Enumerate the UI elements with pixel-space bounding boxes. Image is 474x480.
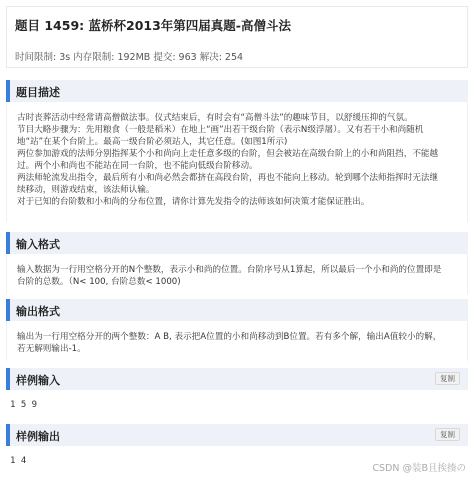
description-line: 两法师轮流发出指令，最后所有小和尚必然会都挤在高段台阶，再也不能向上移动。轮到哪个法师指挥时无法继 (17, 173, 439, 183)
sample-output-heading: 样例输出 (16, 430, 60, 443)
description-body (6, 102, 468, 222)
sample-input-heading: 样例输入 (16, 374, 60, 387)
output-format-line: 若无解则输出-1。 (17, 344, 86, 354)
sample-input-header (6, 368, 468, 390)
input-format-line: 输入数据为一行用空格分开的N个整数，表示小和尚的位置。台阶序号从1算起，所以最后一个小和尚的位置即是 (17, 265, 442, 275)
description-line: 古时丧葬活动中经常请高僧做法事。仪式结束后，有时会有“高僧斗法”的趣味节目，以舒缓压抑的气氛。 (17, 113, 413, 123)
description-line: 过。两个小和尚也不能站在同一台阶，也不能向低级台阶移动。 (17, 161, 258, 171)
description-heading: 题目描述 (16, 86, 60, 99)
input-format-line: 台阶的总数。（N< 100, 台阶总数< 1000) (17, 277, 181, 287)
input-format-header (6, 232, 468, 254)
input-format-heading: 输入格式 (16, 238, 60, 251)
output-format-header (6, 299, 468, 321)
description-line: 节目大略步骤为：先用粮食（一般是稻米）在地上“画”出若干级台阶（表示N级浮屠）。又有若干小和尚随机 (17, 125, 424, 135)
copy-sample-output-button[interactable]: 复制 (435, 428, 460, 441)
sample-output-content: 1 4 (10, 456, 27, 466)
copy-sample-input-button[interactable]: 复制 (435, 372, 460, 385)
sample-input-content: 1 5 9 (10, 400, 38, 410)
description-header (6, 80, 468, 102)
input-format-body (6, 254, 468, 294)
sample-output-header (6, 424, 468, 446)
description-line: 两位参加游戏的法师分别指挥某个小和尚向上走任意多级的台阶，但会被站在高级台阶上的小和尚阻挡，不能越 (17, 149, 439, 159)
description-line: 续移动，则游戏结束，该法师认输。 (17, 185, 155, 195)
output-format-line: 输出为一行用空格分开的两个整数：A B, 表示把A位置的小和尚移动到B位置。若有多个解，输出A值较小的解， (17, 332, 442, 342)
problem-header (6, 6, 468, 68)
output-format-body (6, 321, 468, 361)
description-line: 地“站”在某个台阶上。最高一级台阶必须站人，其它任意。(如图1所示) (17, 137, 288, 147)
output-format-heading: 输出格式 (16, 305, 60, 318)
csdn-watermark: CSDN @装B且挨揍の (372, 463, 466, 474)
page-title: 题目 1459: 蓝桥杯2013年第四届真题-高僧斗法 (15, 18, 291, 33)
problem-meta: 时间限制: 3s 内存限制: 192MB 提交: 963 解决: 254 (15, 52, 244, 63)
description-line: 对于已知的台阶数和小和尚的分布位置，请你计算先发指令的法师该如何决策才能保证胜出。 (17, 197, 370, 207)
